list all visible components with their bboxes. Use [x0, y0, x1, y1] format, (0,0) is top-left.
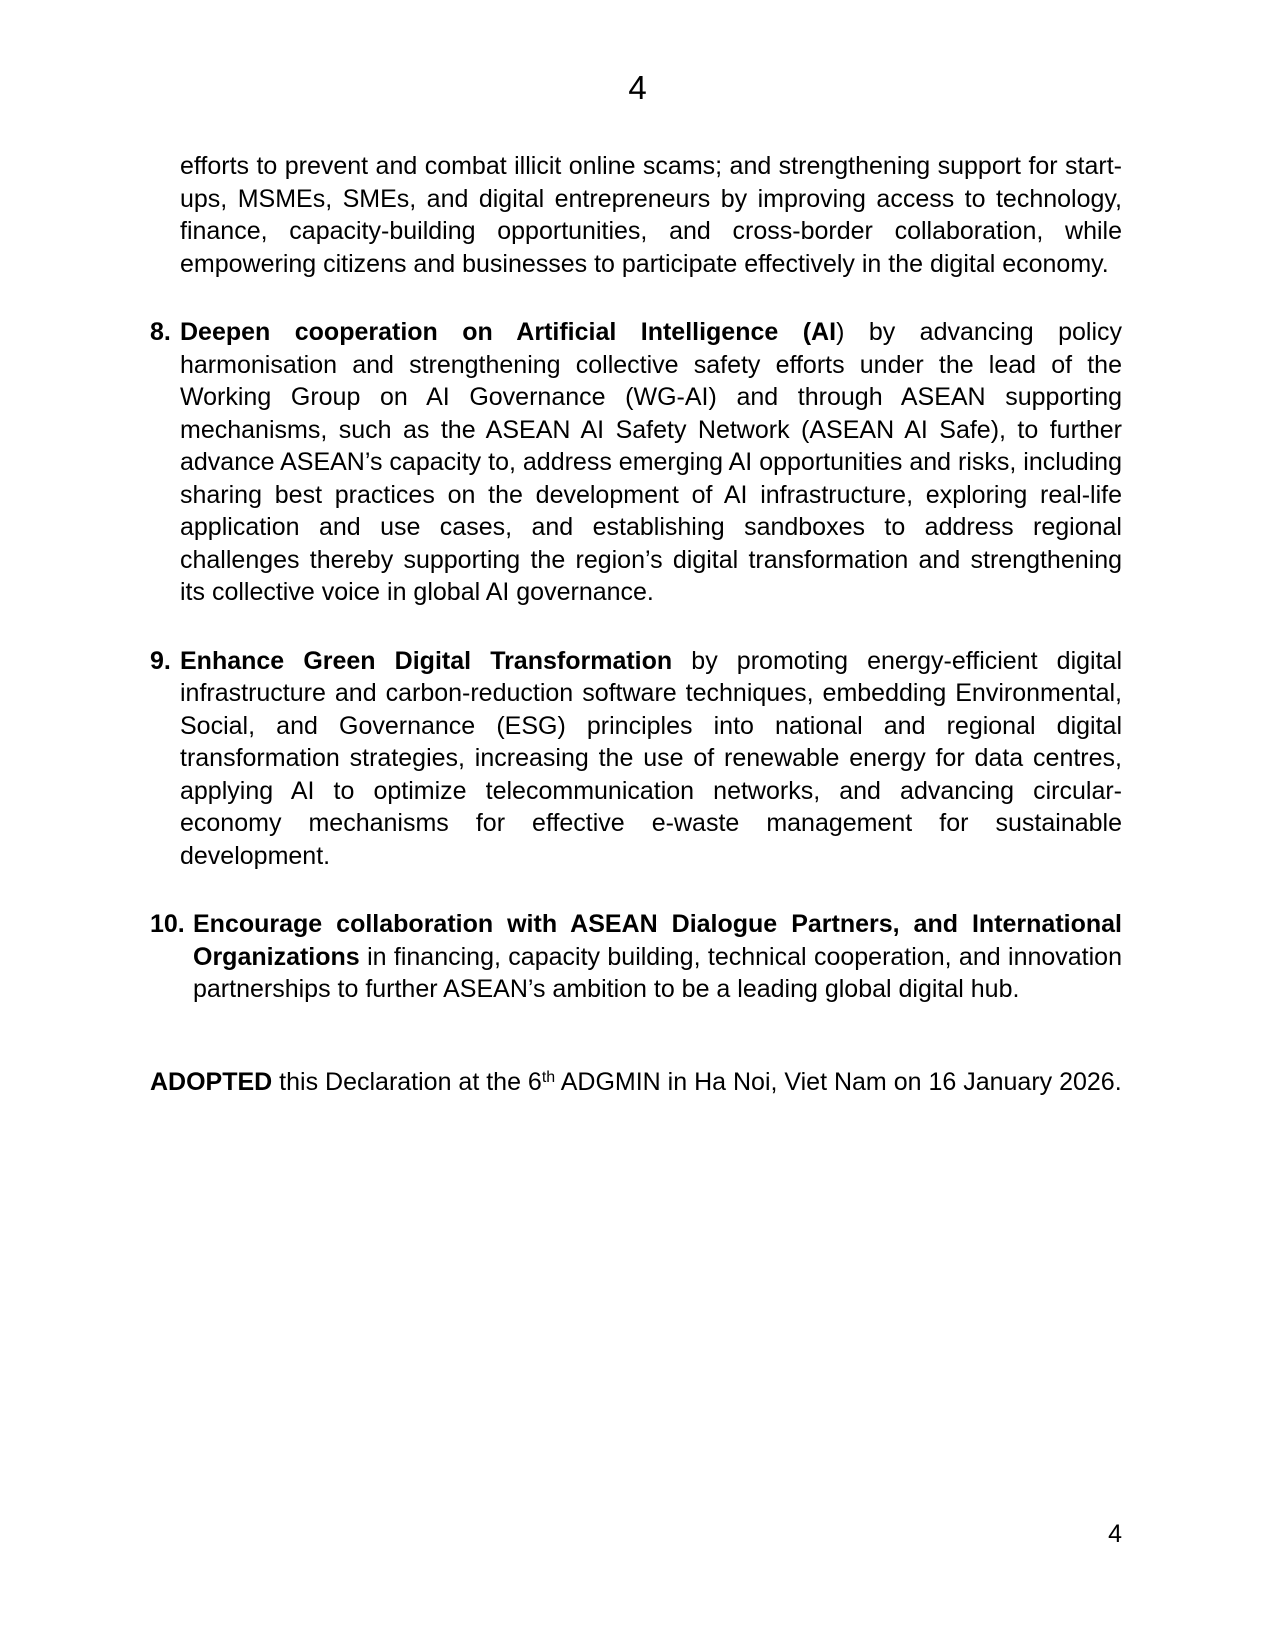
list-item-8-text: ) by advancing policy harmonisation and strengthening collective safety efforts under the lead of the Working Group on AI Governance (WG-AI) and through ASEAN supporting mechanisms, such as the ASEAN AI Safety Network (ASEAN AI Safe), to further advance ASEAN’s capacity to, address emerging AI opportunities and risks, including sharing best practices on the development of AI infrastructure, exploring real-life application and use cases, and establishing sandboxes to address regional challenges thereby supporting the region’s digital transformation and strengthening its collective voice in global AI governance.: [180, 318, 1122, 606]
list-item-10-bold-lead: Encourage collaboration with ASEAN Dialogue Partners, and International Organizations: [193, 910, 1122, 971]
adopted-text-after-sup: ADGMIN in Ha Noi, Viet Nam on 16 January 2026.: [555, 1067, 1122, 1096]
list-item-10-text: in financing, capacity building, technical cooperation, and innovation partnerships to further ASEAN’s ambition to be a leading global digital hub.: [193, 942, 1122, 1003]
adopted-line: [150, 1066, 1122, 1099]
footer-page-number: 4: [1108, 1520, 1122, 1548]
list-item-9-number: 9.: [150, 646, 171, 675]
adopted-ordinal-superscript: th: [541, 1068, 556, 1086]
list-item-8-bold-lead: Deepen cooperation on Artificial Intelligence (AI: [180, 318, 837, 346]
list-item-9: [150, 645, 1122, 873]
adopted-text-before-sup: this Declaration at the 6: [272, 1067, 542, 1096]
list-item-8-number: 8.: [150, 318, 171, 346]
list-item-9-bold-lead: Enhance Green Digital Transformation: [180, 646, 673, 675]
header-page-number: 4: [628, 69, 647, 106]
continuation-paragraph: efforts to prevent and combat illicit online scams; and strengthening support for start-ups, MSMEs, SMEs, and digital entrepreneurs by improving access to technology, finance, capacity-building opportunities, and cross-border collaboration, while empowering citizens and businesses to participate effectively in the digital economy.: [180, 152, 1122, 278]
document-body: [150, 150, 1122, 1134]
list-item-10-number: 10.: [150, 910, 185, 938]
list-item-9-text: by promoting energy-efficient digital infrastructure and carbon-reduction software techniques, embedding Environmental, Social, and Governance (ESG) principles into national and regional digital transformation strategies, increasing the use of renewable energy for data centres, applying AI to optimize telecommunication networks, and advancing circular-economy mechanisms for effective e-waste management for sustainable development.: [180, 646, 1122, 870]
adopted-lead: ADOPTED: [150, 1067, 273, 1096]
list-item-8: [150, 316, 1122, 609]
list-item-10: [150, 908, 1122, 1006]
